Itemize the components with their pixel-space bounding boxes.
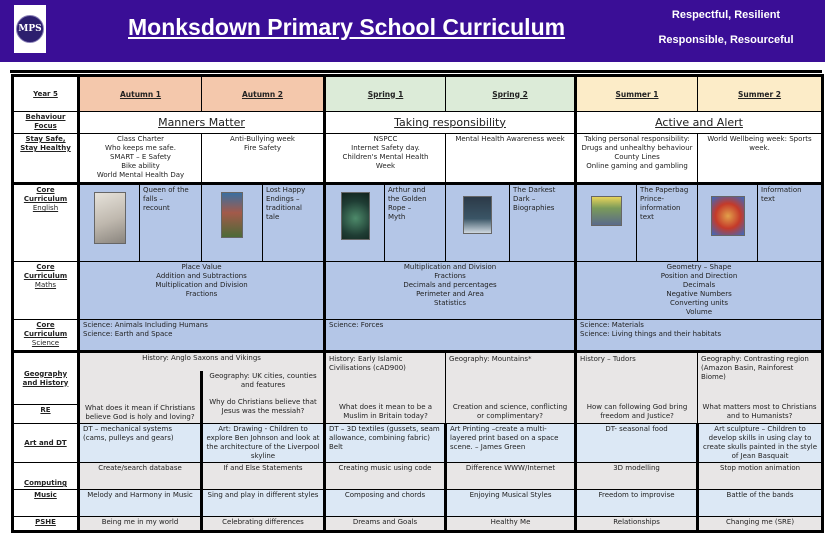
cell-line: Week xyxy=(375,162,396,170)
book-cover-cell xyxy=(446,184,510,262)
pshe-summer-2: Changing me (SRE) xyxy=(698,517,823,532)
book-cover-darkest-dark xyxy=(463,196,492,234)
english-spring-2 xyxy=(510,184,576,262)
cell-line: Class Charter xyxy=(116,135,165,143)
behaviour-summer: Active and Alert xyxy=(576,112,823,134)
art-dt-row xyxy=(13,424,823,463)
music-label: Music xyxy=(13,490,79,517)
behaviour-row xyxy=(13,112,823,134)
re-spring-1: What does it mean to be a Muslim in Britain today? xyxy=(338,403,433,420)
stay-safe-row xyxy=(13,134,823,184)
art-dt-label: Art and DT xyxy=(13,424,79,463)
cell-line: Lost Happy xyxy=(266,186,306,194)
art-dt-spring-2: Art Printing –create a multi-layered print based on a space scene. – James Green xyxy=(446,424,576,463)
cell-line: Science: Animals Including Humans xyxy=(83,321,208,329)
maths-label xyxy=(13,262,79,320)
english-autumn-2 xyxy=(263,184,325,262)
art-dt-summer-2: Art sculpture – Children to develop skills in using clay to create skulls painted in the style of Jean Basquait xyxy=(698,424,823,463)
cell-line: Negative Numbers xyxy=(666,290,732,298)
cell-line: Mental Health Awareness week xyxy=(455,135,565,143)
music-spring-2: Enjoying Musical Styles xyxy=(446,490,576,517)
science-spring xyxy=(325,320,576,352)
english-spring-1 xyxy=(385,184,446,262)
divider xyxy=(10,70,822,73)
english-label xyxy=(13,184,79,262)
school-crest-icon xyxy=(16,15,44,43)
cell-line: Children's Mental Health xyxy=(342,153,429,161)
school-values xyxy=(642,9,822,46)
cell-line: The Paperbag xyxy=(640,186,689,194)
computing-row xyxy=(13,463,823,490)
english-summer-1 xyxy=(637,184,698,262)
book-cover-cell xyxy=(576,184,637,262)
stay-safe-summer-2 xyxy=(698,134,823,184)
music-autumn-2: Sing and play in different styles xyxy=(202,490,325,517)
cell-line: text xyxy=(640,213,654,221)
label-line: Core xyxy=(36,186,55,194)
geo-history-label xyxy=(13,352,79,405)
computing-summer-1: 3D modelling xyxy=(576,463,698,490)
label-line: Curriculum xyxy=(23,272,68,280)
label-subject: English xyxy=(32,204,59,212)
geo-history-autumn-2 xyxy=(202,371,325,424)
pshe-summer-1: Relationships xyxy=(576,517,698,532)
cell-line: World Wellbeing week: Sports xyxy=(707,135,812,143)
cell-line: Dark – xyxy=(513,195,536,203)
cell-line: Online gaming and gambling xyxy=(586,162,688,170)
book-cover-paperbag-prince xyxy=(591,196,622,226)
cell-line: Information xyxy=(761,186,802,194)
computing-spring-2: Difference WWW/Internet xyxy=(446,463,576,490)
geo-history-spring-2 xyxy=(446,352,576,424)
geography-autumn-2: Geography: UK cities, counties and features xyxy=(209,371,317,389)
cell-line: text xyxy=(761,195,775,203)
stay-safe-summer-1 xyxy=(576,134,698,184)
cell-line: Fractions xyxy=(434,272,466,280)
music-summer-2: Battle of the bands xyxy=(698,490,823,517)
music-summer-1: Freedom to improvise xyxy=(576,490,698,517)
term-header-row xyxy=(13,76,823,112)
cell-line: Volume xyxy=(686,308,713,316)
stay-safe-label xyxy=(13,134,79,184)
re-label: RE xyxy=(13,405,79,424)
science-label xyxy=(13,320,79,352)
pshe-spring-1: Dreams and Goals xyxy=(325,517,446,532)
term-autumn-2: Autumn 2 xyxy=(202,76,325,112)
label-line: and History xyxy=(22,378,69,387)
maths-row xyxy=(13,262,823,320)
english-autumn-1 xyxy=(140,184,202,262)
label-subject: Science xyxy=(31,339,60,347)
cell-line: tale xyxy=(266,213,280,221)
label-line: Core xyxy=(36,321,55,329)
term-spring-1: Spring 1 xyxy=(325,76,446,112)
cell-line: Science: Living things and their habitats xyxy=(580,330,722,338)
cell-line: Endings – xyxy=(266,195,300,203)
cell-line: SMART – E Safety xyxy=(110,153,171,161)
label-line: Geography xyxy=(23,369,68,378)
cell-line: Arthur and xyxy=(388,186,426,194)
computing-autumn-1: Create/search database xyxy=(79,463,202,490)
book-cover-cell xyxy=(79,184,140,262)
cell-line: Bike ability xyxy=(121,162,160,170)
label-line: Curriculum xyxy=(23,330,68,338)
geo-history-text: Geography: Contrasting region (Amazon Basin, Rainforest Biome) xyxy=(701,355,809,381)
re-summer-2: What matters most to Christians and to Humanists? xyxy=(702,403,817,420)
label-line: Stay Healthy xyxy=(20,144,71,152)
science-row xyxy=(13,320,823,352)
cell-line: World Mental Health Day xyxy=(96,171,185,179)
cell-line: Fractions xyxy=(185,290,218,298)
curriculum-table xyxy=(11,74,824,533)
cell-line: Who keeps me safe. xyxy=(105,144,176,152)
label-subject: Maths xyxy=(34,281,57,289)
pshe-autumn-2: Celebrating differences xyxy=(202,517,325,532)
cell-line: Statistics xyxy=(434,299,467,307)
cell-line: NSPCC xyxy=(373,135,398,143)
cell-line: Myth xyxy=(388,213,406,221)
cell-line: Multiplication and Division xyxy=(403,263,497,271)
label-line: Stay Safe, xyxy=(25,135,66,143)
science-summer xyxy=(576,320,823,352)
computing-spring-1: Creating music using code xyxy=(325,463,446,490)
book-cover-information-text xyxy=(711,196,745,236)
year-label: Year 5 xyxy=(13,76,79,112)
geo-history-summer-2 xyxy=(698,352,823,424)
maths-autumn xyxy=(79,262,325,320)
values-line-2: Responsible, Resourceful xyxy=(658,34,794,46)
cell-line: Anti-Bullying week xyxy=(230,135,295,143)
pshe-row xyxy=(13,517,823,532)
geo-history-spring-1 xyxy=(325,352,446,424)
geo-history-summer-1 xyxy=(576,352,698,424)
geo-history-text: History: Early Islamic Civilisations (cAD900) xyxy=(329,355,406,372)
art-dt-autumn-2: Art: Drawing - Children to explore Ben Johnson and look at the architecture of the Liverpool skyline xyxy=(202,424,325,463)
art-dt-summer-1: DT- seasonal food xyxy=(576,424,698,463)
pshe-spring-2: Healthy Me xyxy=(446,517,576,532)
label-line: Focus xyxy=(34,122,57,130)
logo-monogram: MPS xyxy=(18,24,42,34)
cell-line: Taking personal responsibility: xyxy=(584,135,690,143)
maths-spring xyxy=(325,262,576,320)
science-autumn xyxy=(79,320,325,352)
re-summer-1: How can following God bring freedom and Justice? xyxy=(586,403,688,420)
computing-autumn-2: If and Else Statements xyxy=(202,463,325,490)
stay-safe-spring-1 xyxy=(325,134,446,184)
behaviour-spring: Taking responsibility xyxy=(325,112,576,134)
re-spring-2: Creation and science, conflicting or complimentary? xyxy=(452,403,568,420)
label-line: Curriculum xyxy=(23,195,68,203)
cell-line: information xyxy=(640,204,681,212)
re-autumn-1: What does it mean if Christians believe God is holy and loving? xyxy=(79,371,202,424)
geo-history-text: Geography: Mountains* xyxy=(449,355,532,363)
geo-history-row xyxy=(13,352,823,371)
cell-line: Converting units xyxy=(670,299,728,307)
music-row xyxy=(13,490,823,517)
cell-line: Internet Safety day. xyxy=(351,144,420,152)
maths-summer xyxy=(576,262,823,320)
book-cover-cell xyxy=(698,184,758,262)
cell-line: The Darkest xyxy=(513,186,556,194)
book-cover-arthur-golden-rope xyxy=(341,192,370,240)
page-header xyxy=(0,0,825,62)
music-spring-1: Composing and chords xyxy=(325,490,446,517)
term-summer-1: Summer 1 xyxy=(576,76,698,112)
book-cover-queen-of-the-falls xyxy=(94,192,126,244)
computing-label: Computing xyxy=(13,463,79,490)
cell-line: Decimals and percentages xyxy=(403,281,497,289)
computing-summer-2: Stop motion animation xyxy=(698,463,823,490)
cell-line: week. xyxy=(749,144,770,152)
cell-line: Geometry – Shape xyxy=(666,263,732,271)
school-logo xyxy=(14,5,46,53)
book-cover-cell xyxy=(202,184,263,262)
cell-line: Biographies xyxy=(513,204,555,212)
behaviour-autumn: Manners Matter xyxy=(79,112,325,134)
art-dt-autumn-1: DT – mechanical systems (cams, pulleys and gears) xyxy=(79,424,202,463)
cell-line: County Lines xyxy=(614,153,660,161)
values-line-1: Respectful, Resilient xyxy=(671,9,781,21)
re-autumn-2: Why do Christians believe that Jesus was the messiah? xyxy=(209,397,317,415)
book-cover-lost-happy-endings xyxy=(221,192,243,238)
cell-line: recount xyxy=(143,204,170,212)
book-cover-cell xyxy=(325,184,385,262)
term-autumn-1: Autumn 1 xyxy=(79,76,202,112)
pshe-label: PSHE xyxy=(13,517,79,532)
cell-line: the Golden xyxy=(388,195,427,203)
cell-line: Science: Earth and Space xyxy=(83,330,173,338)
history-autumn: History: Anglo Saxons and Vikings xyxy=(79,352,325,371)
cell-line: Place Value xyxy=(181,263,222,271)
cell-line: Position and Direction xyxy=(660,272,738,280)
geo-history-text: History – Tudors xyxy=(580,355,636,363)
label-line: Behaviour xyxy=(25,113,66,121)
english-summer-2 xyxy=(758,184,823,262)
term-spring-2: Spring 2 xyxy=(446,76,576,112)
behaviour-label xyxy=(13,112,79,134)
cell-line: Queen of the xyxy=(143,186,189,194)
english-row xyxy=(13,184,823,262)
cell-line: Science: Forces xyxy=(329,321,384,329)
cell-line: falls – xyxy=(143,195,164,203)
cell-line: Fire Safety xyxy=(243,144,282,152)
cell-line: Science: Materials xyxy=(580,321,644,329)
cell-line: Drugs and unhealthy behaviour xyxy=(581,144,693,152)
art-dt-spring-1: DT – 3D textiles (gussets, seam allowance, combining fabric) Belt xyxy=(325,424,446,463)
term-summer-2: Summer 2 xyxy=(698,76,823,112)
label-line: Core xyxy=(36,263,55,271)
cell-line: Prince- xyxy=(640,195,665,203)
cell-line: traditional xyxy=(266,204,302,212)
pshe-autumn-1: Being me in my world xyxy=(79,517,202,532)
music-autumn-1: Melody and Harmony in Music xyxy=(79,490,202,517)
cell-line: Perimeter and Area xyxy=(416,290,484,298)
cell-line: Decimals xyxy=(682,281,716,289)
cell-line: Multiplication and Division xyxy=(155,281,248,289)
cell-line: Rope – xyxy=(388,204,412,212)
page-title: Monksdown Primary School Curriculum xyxy=(128,14,566,40)
cell-line: Addition and Subtractions xyxy=(156,272,247,280)
stay-safe-spring-2 xyxy=(446,134,576,184)
stay-safe-autumn-1 xyxy=(79,134,202,184)
stay-safe-autumn-2 xyxy=(202,134,325,184)
